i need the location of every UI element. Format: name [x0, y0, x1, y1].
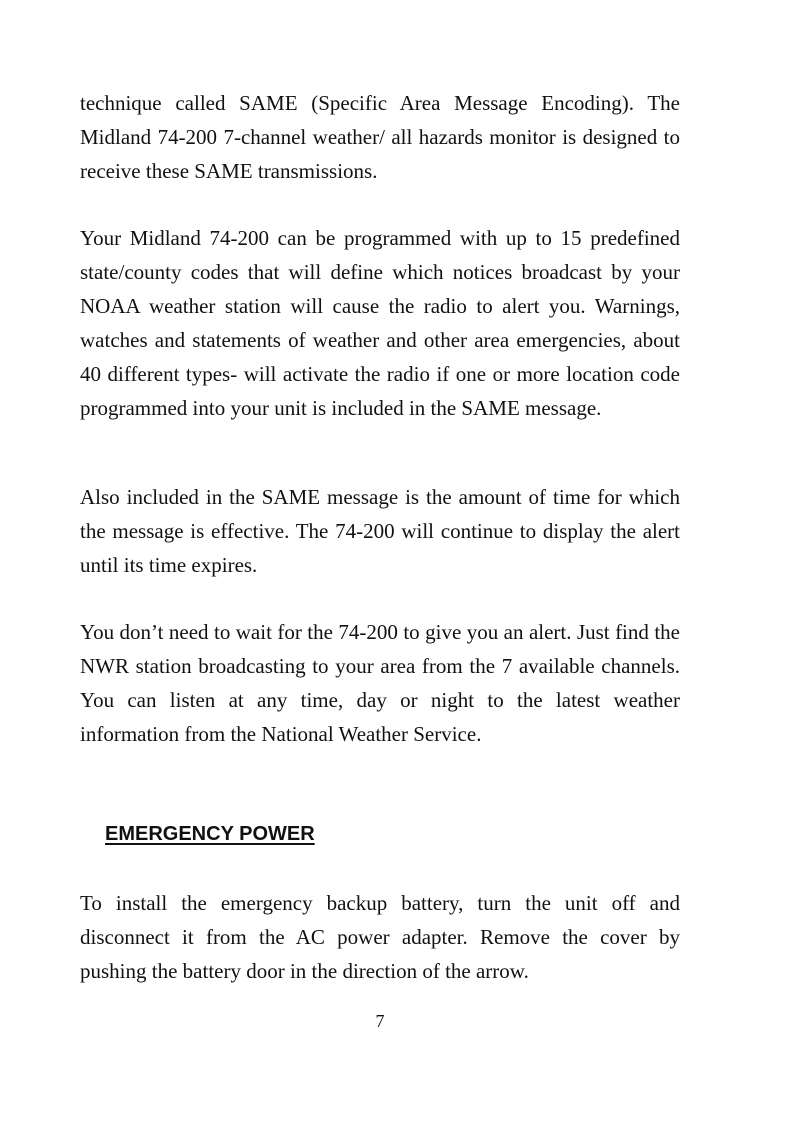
page-number: 7	[375, 1011, 385, 1031]
paragraph-listen-anytime: You don’t need to wait for the 74-200 to give you an alert. Just find the NWR station broadcasting to your area from the 7 available channels. You can listen at any time, day or night to the latest weather information from the National Weather Service.	[80, 620, 680, 746]
paragraph-same-intro: technique called SAME (Specific Area Message Encoding). The Midland 74-200 7-channel weather/ all hazards monitor is designed to receive these SAME transmissions.	[80, 91, 680, 183]
paragraph-message-duration: Also included in the SAME message is the amount of time for which the message is effective. The 74-200 will continue to display the alert until its time expires.	[80, 485, 680, 577]
paragraph-programming-codes: Your Midland 74-200 can be programmed with up to 15 predefined state/county codes that will define which notices broadcast by your NOAA weather station will cause the radio to alert you. Warnings, watches and statements of weather and other area emergencies, about 40 different types- will activate the radio if one or more location code programmed into your unit is included in the SAME message.	[80, 226, 680, 420]
paragraph-battery-install: To install the emergency backup battery, turn the unit off and disconnect it from the AC power adapter. Remove the cover by pushing the battery door in the direction of the arrow.	[80, 891, 680, 983]
section-heading-emergency-power: EMERGENCY POWER	[105, 823, 315, 845]
